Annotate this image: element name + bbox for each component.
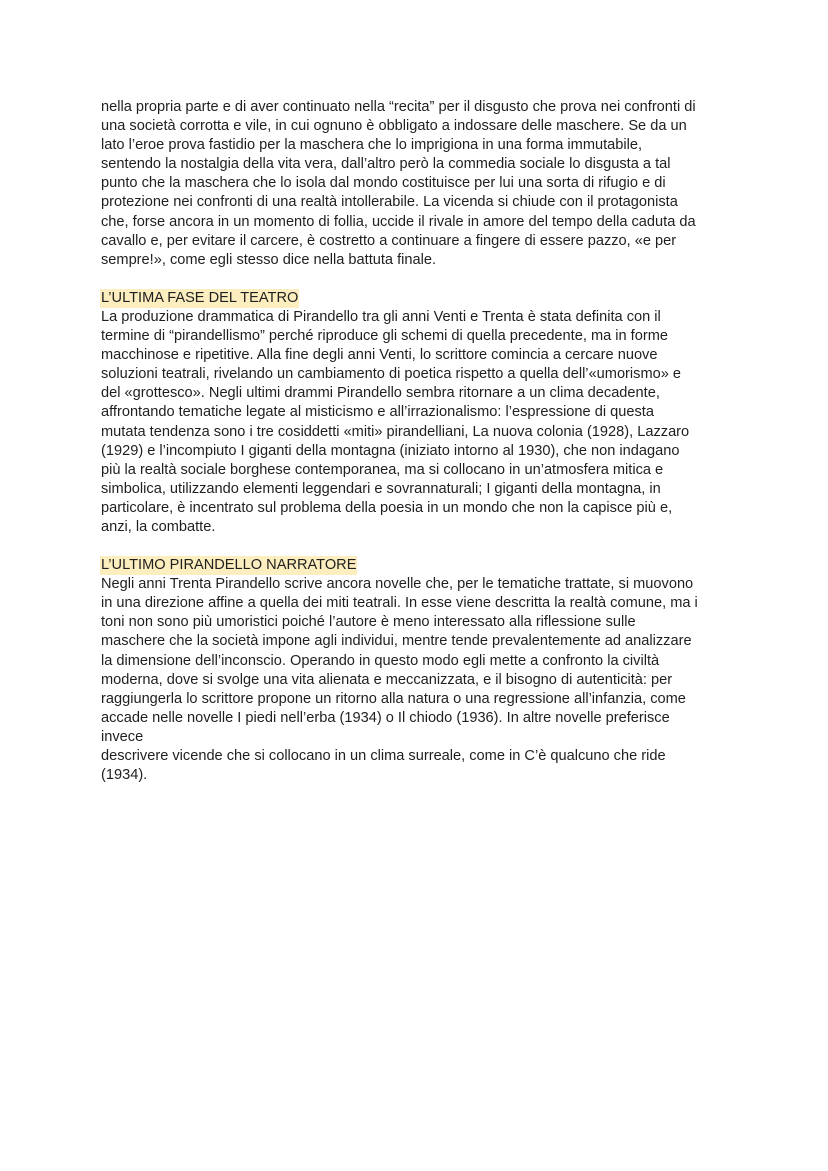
text-line: Negli anni Trenta Pirandello scrive ancora novelle che, per le tematiche trattate, si muovono [101, 576, 694, 593]
text-line: (1934). [101, 767, 148, 784]
text-line: descrivere vicende che si collocano in un clima surreale, come in C’è qualcuno che ride [101, 748, 666, 764]
section-heading: L’ULTIMO PIRANDELLO NARRATORE [100, 556, 357, 575]
text-line: toni non sono più umoristici poiché l’autore è meno interessato alla riflessione sulle [101, 614, 636, 631]
text-line: La produzione drammatica di Pirandello tra gli anni Venti e Trenta è stata definita con il [101, 308, 661, 325]
paragraph-intro [101, 98, 733, 270]
text-line: termine di “pirandellismo” perché riproduce gli schemi di quella precedente, ma in forme [101, 328, 668, 345]
document-page [101, 98, 733, 785]
text-line: nella propria parte e di aver continuato nella “recita” per il disgusto che prova nei confronti di [101, 99, 696, 115]
text-line: sempre!», come egli stesso dice nella battuta finale. [101, 251, 437, 268]
text-line: macchinose e ripetitive. Alla fine degli anni Venti, lo scrittore comincia a cercare nuove [101, 347, 658, 364]
section-ultimo-pirandello-narratore [101, 556, 733, 785]
text-line: affrontando tematiche legate al misticismo e all’irrazionalismo: l’espressione di questa [101, 404, 654, 421]
section-ultima-fase-teatro [101, 289, 733, 537]
text-line: lato l’eroe prova fastidio per la maschera che lo imprigiona in una forma immutabile, [101, 137, 643, 154]
text-line: particolare, è incentrato sul problema della poesia in un mondo che non la capisce più e, [101, 499, 673, 516]
text-line: maschere che la società impone agli individui, mentre tende prevalentemente ad analizzare [101, 633, 692, 650]
text-line: la dimensione dell’inconscio. Operando in questo modo egli mette a confronto la civiltà [101, 652, 660, 669]
text-line: sentendo la nostalgia della vita vera, dall’altro però la commedia sociale lo disgusta a tal [101, 156, 671, 173]
text-line: soluzioni teatrali, rivelando un cambiamento di poetica rispetto a quella dell’«umorismo» e [101, 366, 682, 383]
text-line: accade nelle novelle I piedi nell’erba (1934) o Il chiodo (1936). In altre novelle preferisce [101, 709, 670, 726]
text-line: più la realtà sociale borghese contemporanea, ma si collocano in un’atmosfera mitica e [101, 461, 664, 478]
text-line: punto che la maschera che lo isola dal mondo costituisce per lui una sorta di rifugio e di [101, 175, 666, 192]
text-line: (1929) e l’incompiuto I giganti della montagna (iniziato intorno al 1930), che non indagano [101, 442, 680, 459]
text-line: invece [101, 728, 144, 745]
text-line: del «grottesco». Negli ultimi drammi Pirandello sembra ritornare a un clima decadente, [101, 385, 660, 402]
text-line: in una direzione affine a quella dei miti teatrali. In esse viene descritta la realtà comune, ma i [101, 595, 698, 612]
text-line: una società corrotta e vile, in cui ognuno è obbligato a indossare delle maschere. Se da un [101, 118, 687, 135]
text-line: raggiungerla lo scrittore propone un ritorno alla natura o una regressione all’infanzia, come [101, 690, 686, 707]
text-line: cavallo e, per evitare il carcere, è costretto a continuare a fingere di essere pazzo, «e per [101, 232, 677, 249]
text-line: protezione nei confronti di una realtà intollerabile. La vicenda si chiude con il protagonista [101, 194, 678, 211]
text-line: anzi, la combatte. [101, 518, 216, 535]
text-line: moderna, dove si svolge una vita alienata e meccanizzata, e il bisogno di autenticità: per [101, 671, 673, 688]
text-line: che, forse ancora in un momento di follia, uccide il rivale in amore del tempo della caduta da [101, 213, 696, 230]
section-heading: L’ULTIMA FASE DEL TEATRO [100, 289, 299, 308]
text-line: simbolica, utilizzando elementi leggendari e sovrannaturali; I giganti della montagna, in [101, 480, 661, 497]
text-line: mutata tendenza sono i tre cosiddetti «miti» pirandelliani, La nuova colonia (1928), Lazzaro [101, 423, 690, 440]
